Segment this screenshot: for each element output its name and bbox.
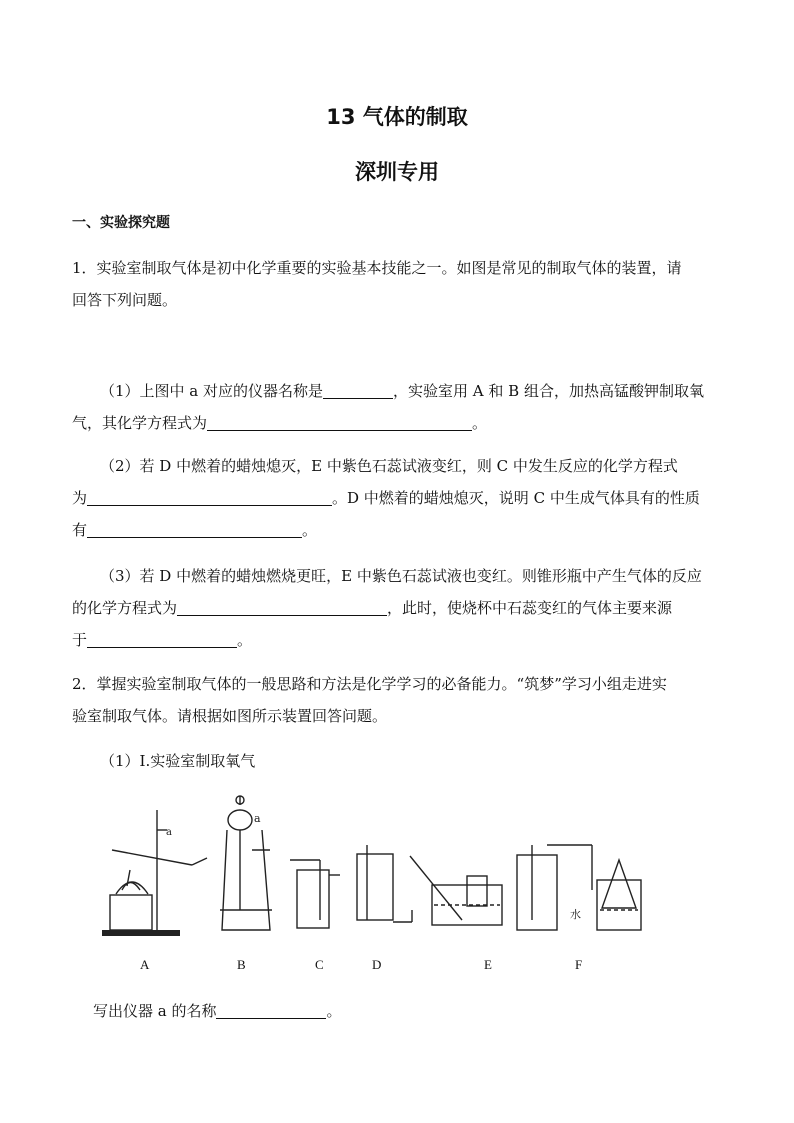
q1-sub2-text-b: 为	[72, 489, 88, 507]
q1-sub3-text-b: 的化学方程式为	[72, 599, 178, 617]
page-title: 13 气体的制取	[326, 105, 468, 129]
q1-sub1-line-2	[72, 407, 722, 439]
q2-line-1: 2．掌握实验室制取气体的一般思路和方法是化学学习的必备能力。“筑梦”学习小组走进实	[72, 675, 667, 693]
q1-sub1-text-c: 气，其化学方程式为	[72, 414, 208, 432]
q2-ask-text-a: 写出仪器 a 的名称	[93, 1002, 217, 1020]
apparatus-f	[517, 845, 641, 930]
apparatus-b	[220, 796, 272, 930]
q1-sub3-line-2	[72, 592, 722, 624]
answer-blank[interactable]	[323, 380, 393, 399]
q1-sub2-text-c: 。D 中燃着的蜡烛熄灭，说明 C 中生成气体具有的性质	[332, 489, 700, 507]
q1-sub2-text-d: 有	[72, 521, 88, 539]
q2-line-2: 验室制取气体。请根据如图所示装置回答问题。	[72, 707, 388, 725]
q2-ask-text-b: 。	[326, 1002, 342, 1020]
q1-sub3-text-c: ，此时，使烧杯中石蕊变红的气体主要来源	[387, 599, 673, 617]
answer-blank[interactable]	[87, 487, 332, 506]
q1-sub2-line: （2）若 D 中燃着的蜡烛熄灭，E 中紫色石蕊试液变红，则 C 中发生反应的化学方程式	[100, 457, 678, 475]
answer-blank[interactable]	[87, 519, 302, 538]
figure-caption-d: D	[372, 957, 382, 972]
label-water: 水	[570, 908, 581, 921]
answer-blank[interactable]	[216, 1000, 326, 1019]
apparatus-c	[290, 860, 340, 928]
answer-blank[interactable]	[87, 629, 237, 648]
answer-blank[interactable]	[177, 597, 387, 616]
apparatus-figure	[92, 790, 692, 950]
q1-sub3-text-e: 。	[237, 631, 253, 649]
q1-line-2: 回答下列问题。	[72, 291, 178, 309]
figure-caption-f: F	[575, 957, 583, 972]
q1-sub2-line-3	[72, 514, 722, 546]
q1-sub1-line	[72, 375, 750, 407]
svg-text:a: a	[166, 827, 172, 838]
q1-line-1: 1．实验室制取气体是初中化学重要的实验基本技能之一。如图是常见的制取气体的装置，请	[72, 259, 682, 277]
q1-sub2-text-e: 。	[302, 521, 318, 539]
figure-caption-e: E	[484, 957, 492, 972]
section-heading: 一、实验探究题	[72, 215, 170, 231]
q2-ask-line	[93, 995, 743, 1027]
q1-sub2-line-2	[72, 482, 722, 514]
figure-caption-c: C	[315, 957, 324, 972]
q1-sub1-text-d: 。	[472, 414, 488, 432]
q1-sub3-text-d: 于	[72, 631, 88, 649]
apparatus-a	[102, 810, 207, 936]
q1-sub1-text-a: （1）上图中 a 对应的仪器名称是	[100, 382, 324, 400]
figure-caption-b: B	[237, 957, 246, 972]
q1-sub3-line: （3）若 D 中燃着的蜡烛燃烧更旺，E 中紫色石蕊试液也变红。则锥形瓶中产生气体的反应	[100, 567, 702, 585]
apparatus-e	[410, 856, 502, 925]
answer-blank[interactable]	[207, 412, 472, 431]
figure-caption-a: A	[140, 957, 150, 972]
label-a: a	[254, 812, 261, 825]
q1-sub3-line-3	[72, 624, 722, 656]
q2-sub1-heading: （1）Ⅰ.实验室制取氧气	[100, 752, 256, 770]
q1-sub1-text-b: ，实验室用 A 和 B 组合，加热高锰酸钾制取氧	[393, 382, 704, 400]
page-subtitle: 深圳专用	[355, 160, 439, 184]
apparatus-d	[357, 845, 412, 922]
